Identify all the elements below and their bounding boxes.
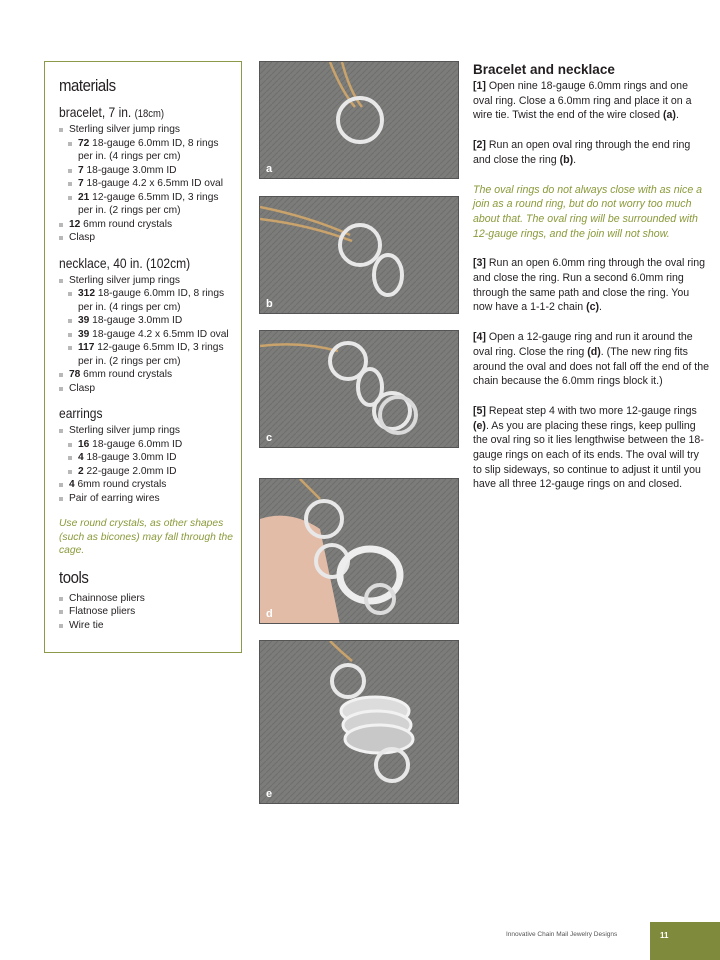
list-item: 4 18-gauge 3.0mm ID [59,451,233,465]
list-item: 78 6mm round crystals [59,368,233,382]
book-title: Innovative Chain Mail Jewelry Designs [506,931,618,938]
list-item: 7 18-gauge 3.0mm ID [59,164,233,178]
step-1: [1] Open nine 18-gauge 6.0mm rings and one oval ring. Close a 6.0mm ring and place it on a wire tie. Twist the end of the wire closed (a). [473,80,692,122]
bracelet-list [59,123,233,245]
photo-c [259,330,459,448]
step-3: [3] Run an open 6.0mm ring through the oval ring and close the ring. Run a second 6.0mm ring through the same path and close the ring. You now have a 1-1-2 chain (c). [473,257,706,314]
photo-a [259,61,459,179]
list-item: 4 6mm round crystals [59,478,233,492]
list-item: Sterling silver jump rings [59,274,233,288]
list-item: Sterling silver jump rings [59,424,233,438]
page-number-box [650,922,720,960]
earrings-title: earrings [59,405,103,421]
section-title: Bracelet and necklace [473,62,615,77]
list-item: Wire tie [59,619,233,633]
tools-title: tools [59,567,89,587]
earrings-list [59,424,233,505]
bracelet-title: bracelet, 7 in. (18cm) [59,104,165,120]
photo-label: d [266,608,273,620]
list-item: 39 18-gauge 3.0mm ID [59,314,233,328]
step-5: [5] Repeat step 4 with two more 12-gauge rings (e). As you are placing these rings, keep pulling the oval ring so it lies lengthwise between the 18-gauge rings on each of its ends. The oval will try to slip sideways, so continue to adjust it until you have all three 12-gauge rings on and closed. [473,404,704,491]
materials-title: materials [59,76,116,95]
necklace-list [59,274,233,396]
photo-d [259,478,459,624]
ring-on-finger-photo [260,479,459,624]
list-item: 7 18-gauge 4.2 x 6.5mm ID oval [59,177,233,191]
photo-label: c [266,432,273,444]
photo-label: e [266,788,273,800]
photo-label: b [266,298,273,310]
list-item: 16 18-gauge 6.0mm ID [59,438,233,452]
photo-b [259,196,459,314]
crystal-note: Use round crystals, as other shapes (such as bicones) may fall through the cage. [59,518,233,556]
list-item: 117 12-gauge 6.5mm ID, 3 rings per in. (2 rings per cm) [59,341,233,368]
three-rings-photo [260,641,459,804]
necklace-title: necklace, 40 in. (102cm) [59,254,191,271]
list-item: Pair of earring wires [59,492,233,506]
list-item: 72 18-gauge 6.0mm ID, 8 rings per in. (4 rings per cm) [59,137,233,164]
step-4: [4] Open a 12-gauge ring and run it around the oval ring. Close the ring (d). (The new ring fits around the oval and does not fall off the end of the chain because the 6.0mm rings block it.) [473,331,709,388]
list-item: 39 18-gauge 4.2 x 6.5mm ID oval [59,328,233,342]
materials-box [44,61,242,653]
list-item: Chainnose pliers [59,592,233,606]
list-item: Clasp [59,382,233,396]
jump-ring-on-wire-photo [260,62,459,179]
oval-ring-tip: The oval rings do not always close with as nice a join as a round ring, but do not worry too much about that. The oval ring will be surrounded with 12-gauge rings, and the join will not show. [473,183,703,240]
chain-112-photo [260,331,459,448]
photo-e [259,640,459,804]
list-item: Clasp [59,231,233,245]
list-item: 312 18-gauge 6.0mm ID, 8 rings per in. (4 rings per cm) [59,287,233,314]
list-item: Flatnose pliers [59,605,233,619]
photo-label: a [266,163,273,175]
list-item: Sterling silver jump rings [59,123,233,137]
list-item: 12 6mm round crystals [59,218,233,232]
list-item: 2 22-gauge 2.0mm ID [59,465,233,479]
step-2: [2] Run an open oval ring through the end ring and close the ring (b). [473,139,691,166]
instructions [473,62,709,507]
tools-list [59,592,233,633]
page-number: 11 [660,931,669,940]
oval-ring-photo [260,197,459,314]
list-item: 21 12-gauge 6.5mm ID, 3 rings per in. (2 rings per cm) [59,191,233,218]
